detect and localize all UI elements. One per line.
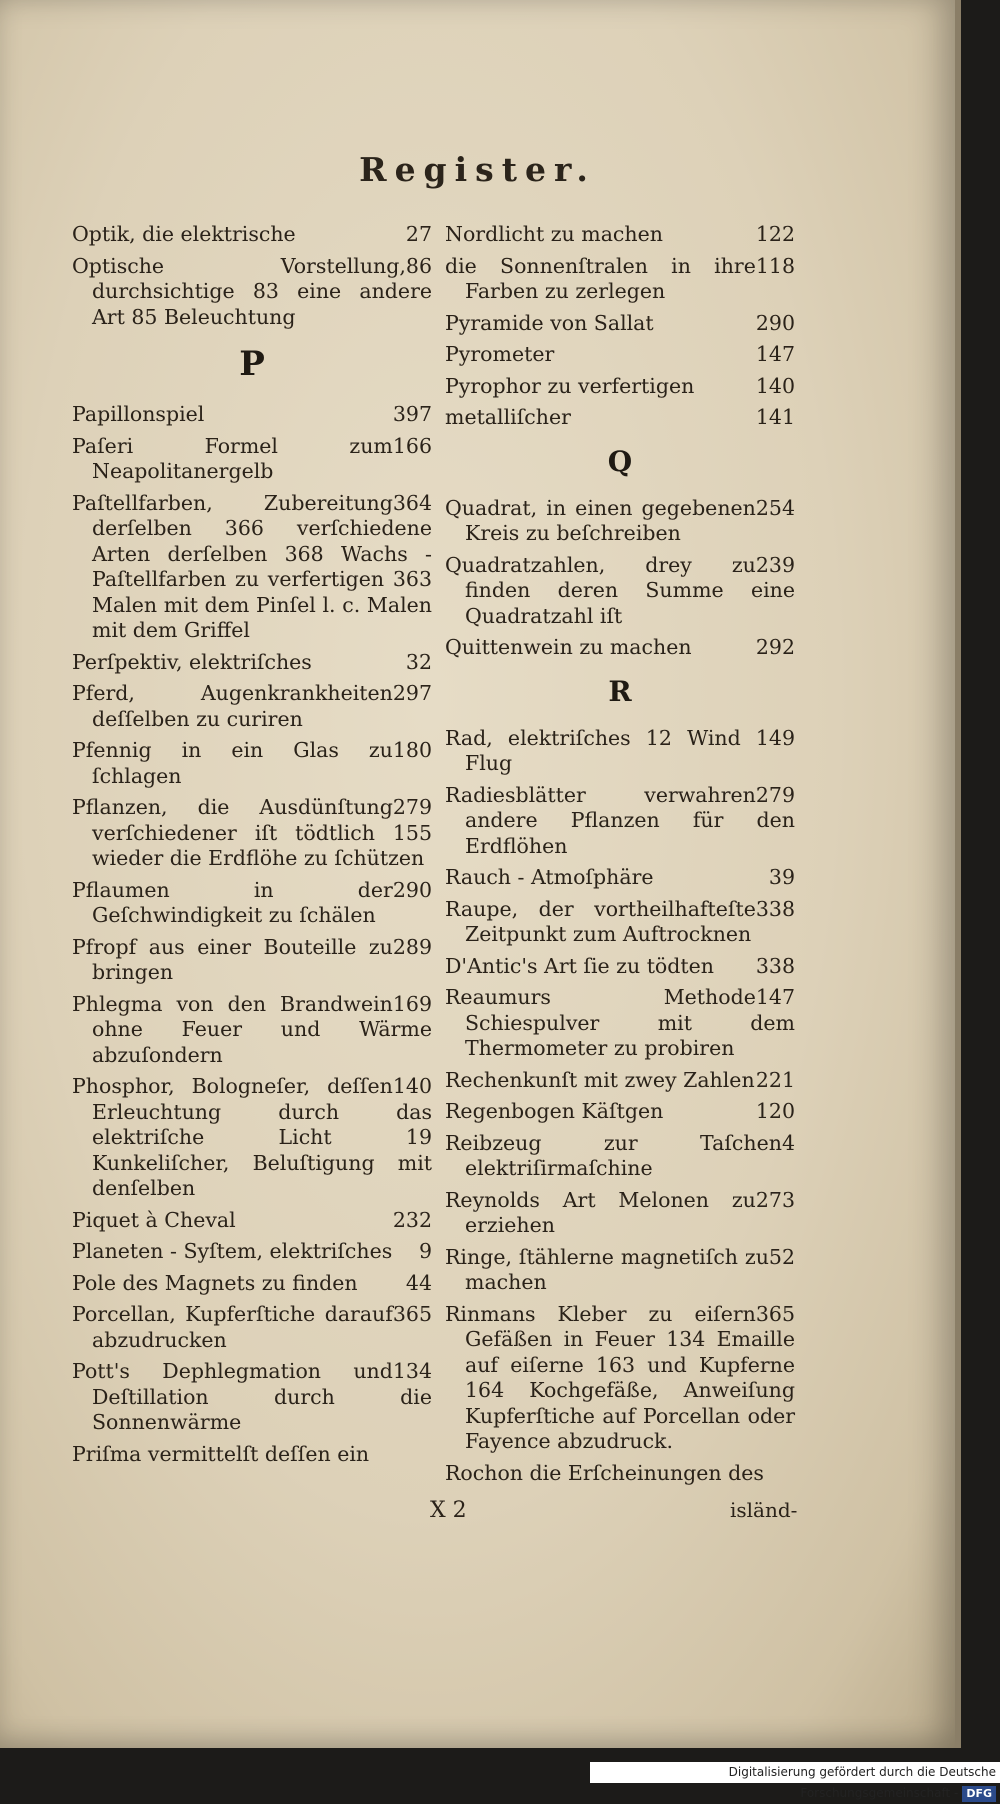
index-entry	[72, 222, 432, 248]
index-page-number: 32	[405, 649, 432, 674]
index-entry	[72, 402, 432, 428]
index-entry	[445, 342, 795, 368]
index-page-number: 118	[755, 253, 795, 278]
index-term: Pott's Dephlegmation und Deſtillation durch die Sonnenwärme	[72, 1359, 432, 1434]
index-term: Priſma vermittelſt deſſen ein	[72, 1441, 370, 1466]
index-term: Optische Vorstellung, durchsichtige 83 eine andere Art 85 Beleuchtung	[72, 253, 432, 329]
digitization-footer	[590, 1762, 1000, 1800]
section-heading-r: R	[608, 674, 632, 708]
index-page-number: 44	[405, 1270, 432, 1295]
index-page-number: 364	[392, 490, 432, 515]
index-entry	[72, 254, 432, 331]
index-entry	[72, 878, 432, 929]
index-page-number: 397	[392, 402, 432, 426]
index-page-number: 27	[405, 222, 432, 246]
index-term: Pyrometer	[445, 342, 555, 366]
index-term: Pferd, Augenkrankheiten deſſelben zu curiren	[72, 681, 393, 731]
index-entry	[445, 1461, 795, 1487]
index-page-number: 365	[755, 1301, 795, 1326]
page-header: Register.	[359, 150, 596, 189]
index-page-number: 140	[392, 1074, 432, 1098]
index-page-number: 39	[768, 865, 795, 889]
index-term: Piquet à Cheval	[72, 1207, 236, 1232]
index-entry	[445, 897, 795, 948]
index-entry	[445, 222, 795, 248]
index-term: Radiesblätter verwahren andere Pflanzen für den Erdflöhen	[445, 782, 795, 858]
index-page-number: 273	[755, 1187, 795, 1212]
index-page-number: 254	[755, 495, 795, 520]
index-term: Regenbogen Käſtgen	[445, 1099, 664, 1123]
index-entry	[445, 726, 795, 777]
footer-text: Digitalisierung gefördert durch die Deutsche Forschungsgemeinschaft -	[728, 1765, 996, 1800]
index-entry	[445, 1131, 795, 1182]
index-entry	[72, 1208, 432, 1234]
section-heading-q: Q	[607, 444, 633, 478]
index-page-number: 232	[392, 1207, 432, 1232]
index-entry	[72, 1239, 432, 1265]
index-entry	[445, 405, 795, 431]
index-term: Rinmans Kleber zu eiſern Gefäßen in Feuer 134 Emaille auf eiſerne 163 und Kupferne 164 Kochgefäße, Anweiſung Kupferſtiche auf Porcellan oder Fayence abzudruck.	[445, 1301, 795, 1453]
index-page-number: 365	[392, 1302, 432, 1326]
index-term: Reynolds Art Melonen zu erziehen	[445, 1187, 756, 1237]
index-entry	[72, 992, 432, 1069]
index-entry	[445, 865, 795, 891]
index-page-number: 221	[755, 1067, 795, 1092]
index-term: Pyrophor zu verfertigen	[445, 373, 695, 398]
index-entry	[445, 1099, 795, 1125]
index-term: Ringe, ſtählerne magnetiſch zu machen	[445, 1244, 769, 1294]
index-page-number: 134	[392, 1359, 432, 1383]
index-term: D'Antic's Art ſie zu tödten	[445, 953, 714, 978]
index-page-number: 290	[392, 877, 432, 902]
index-entry	[72, 1074, 432, 1202]
index-entry	[72, 1442, 432, 1468]
index-term: Paſeri Formel zum Neapolitanergelb	[72, 433, 393, 483]
index-term: Pflaumen in der Geſchwindigkeit zu ſchälen	[72, 877, 393, 927]
index-page-number: 290	[755, 310, 795, 335]
index-term: Pole des Magnets zu finden	[72, 1270, 358, 1295]
index-term: Rad, elektriſches 12 Wind 14 Flug	[445, 725, 782, 775]
index-term: Porcellan, Kupferſtiche darauf abzudrucken	[72, 1302, 393, 1352]
index-entry	[445, 1068, 795, 1094]
index-page-number: 169	[392, 991, 432, 1016]
left-column	[72, 222, 432, 1473]
index-entry	[445, 985, 795, 1062]
index-entry	[445, 254, 795, 305]
index-entry	[72, 1302, 432, 1353]
index-term: Pfropf aus einer Bouteille zu bringen	[72, 934, 393, 984]
index-term: Quadrat, in einen gegebenen Kreis zu beſchreiben	[445, 495, 756, 545]
index-term: Pyramide von Sallat	[445, 310, 654, 335]
index-page-number: 279	[755, 782, 795, 807]
index-page-number: 239	[755, 552, 795, 577]
index-term: Nordlicht zu machen	[445, 222, 663, 246]
index-entry	[72, 935, 432, 986]
index-term: Pfennig in ein Glas zu ſchlagen	[72, 738, 393, 788]
index-page-number: 141	[755, 405, 795, 429]
index-page-number: 289	[392, 934, 432, 959]
catchword: isländ-	[730, 1498, 798, 1522]
index-entry	[445, 954, 795, 980]
index-entry	[72, 650, 432, 676]
index-entry	[445, 374, 795, 400]
index-term: Paſtellfarben, Zubereitung derſelben 366 verſchiedene Arten derſelben 368 Wachs - Paſtellfarben zu verfertigen 363 Malen mit dem Pinſel l. c. Malen mit dem Griffel	[72, 490, 432, 642]
index-entry	[72, 1271, 432, 1297]
index-entry	[72, 434, 432, 485]
index-page-number: 297	[392, 681, 432, 705]
index-term: Planeten - Syſtem, elektriſches	[72, 1239, 393, 1263]
index-term: Papillonspiel	[72, 402, 205, 426]
index-entry	[72, 738, 432, 789]
index-page-number: 122	[755, 222, 795, 246]
index-entry	[445, 311, 795, 337]
index-page-number: 338	[755, 953, 795, 978]
signature-mark: X 2	[430, 1498, 467, 1523]
index-page-number: 4	[781, 1130, 795, 1155]
index-page-number: 292	[755, 635, 795, 659]
index-entry	[72, 795, 432, 872]
index-page-number: 9	[781, 725, 795, 750]
index-term: Pflanzen, die Ausdünſtung verſchiedener iſt tödtlich 155 wieder die Erdflöhe zu ſchützen	[72, 795, 432, 870]
index-page-number: 120	[755, 1099, 795, 1123]
index-term: Rauch - Atmoſphäre	[445, 865, 654, 889]
index-term: metalliſcher	[445, 405, 571, 429]
index-term: Quadratzahlen, drey zu finden deren Summe eine Quadratzahl iſt	[445, 552, 795, 628]
index-entry	[445, 1245, 795, 1296]
index-entry	[445, 635, 795, 661]
section-heading-p: P	[239, 344, 265, 384]
index-page-number: 86	[405, 253, 432, 278]
index-term: Optik, die elektrische	[72, 222, 296, 246]
index-page-number: 166	[392, 433, 432, 458]
index-entry	[445, 783, 795, 860]
index-term: Reibzeug zur Taſchen elektriſirmaſchine	[445, 1130, 782, 1180]
index-page-number: 338	[755, 896, 795, 921]
index-entry	[445, 1188, 795, 1239]
index-term: Quittenwein zu machen	[445, 635, 692, 659]
index-page-number: 147	[755, 985, 795, 1009]
index-term: Reaumurs Methode Schiespulver mit dem Thermometer zu probiren	[445, 985, 795, 1060]
index-term: Perſpektiv, elektriſches	[72, 649, 312, 674]
index-entry	[445, 496, 795, 547]
index-entry	[72, 681, 432, 732]
index-entry	[72, 491, 432, 644]
index-page-number: 180	[392, 738, 432, 762]
index-page-number: 140	[755, 373, 795, 398]
index-page-number: 9	[418, 1239, 432, 1263]
index-term: Phosphor, Bologneſer, deſſen Erleuchtung durch das elektriſche Licht 19 Kunkeliſcher, Beluſtigung mit denſelben	[72, 1074, 432, 1200]
index-entry	[445, 553, 795, 630]
index-page-number: 52	[768, 1244, 795, 1269]
index-entry	[72, 1359, 432, 1436]
index-term: Rechenkunſt mit zwey Zahlen	[445, 1067, 755, 1092]
index-term: die Sonnenſtralen in ihre Farben zu zerlegen	[445, 253, 756, 303]
index-page-number: 147	[755, 342, 795, 366]
index-term: Rochon die Erſcheinungen des	[445, 1460, 764, 1485]
dfg-logo: DFG	[962, 1786, 996, 1802]
index-term: Phlegma von den Brandwein ohne Feuer und Wärme abzuſondern	[72, 991, 432, 1067]
index-page-number: 279	[392, 795, 432, 819]
right-column	[445, 222, 795, 1492]
index-entry	[445, 1302, 795, 1455]
index-term: Raupe, der vortheilhafteſte Zeitpunkt zum Auftrocknen	[445, 896, 756, 946]
